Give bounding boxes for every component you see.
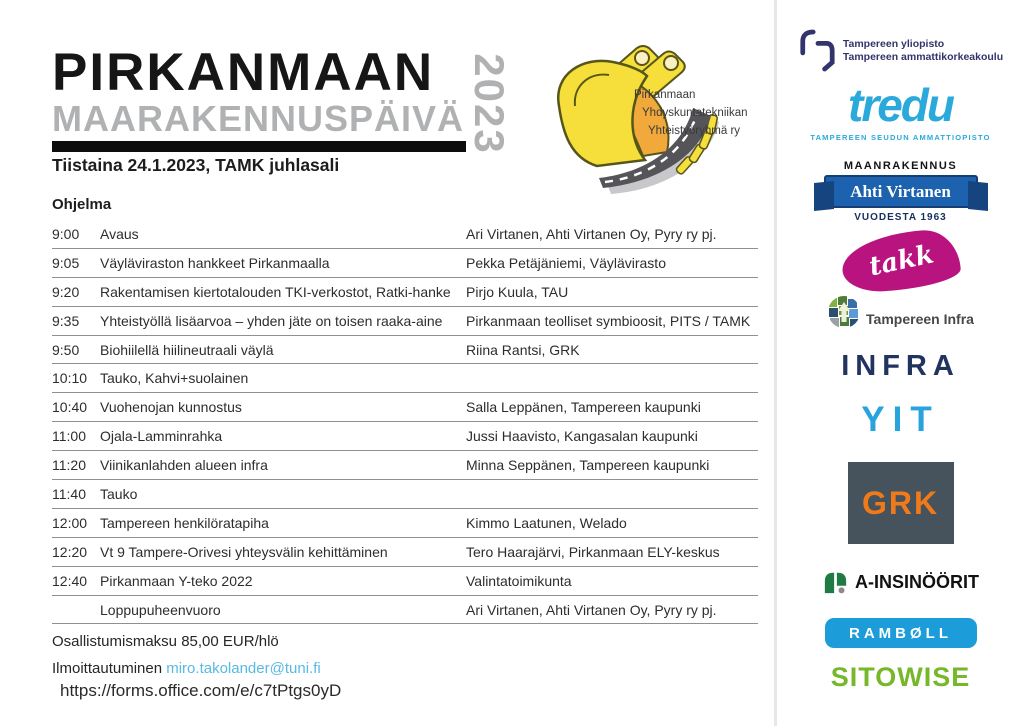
poster-year-vertical: 2023 (466, 53, 513, 155)
program-row (52, 422, 758, 451)
program-row (52, 364, 758, 393)
program-speaker: Tero Haarajärvi, Pirkanmaan ELY-keskus (466, 543, 720, 560)
program-speaker: Kimmo Laatunen, Welado (466, 514, 627, 531)
program-time: 12:40 (52, 572, 88, 589)
tampere-university-text (843, 38, 1003, 64)
program-time: 11:20 (52, 457, 86, 474)
tredu-wordmark: tredu (848, 79, 953, 131)
a-insinoorit-logo-icon (822, 570, 849, 595)
tuni-line2: Tampereen ammattikorkeakoulu (842, 51, 1004, 63)
participation-fee: Osallistumismaksu 85,00 EUR/hlö (52, 633, 279, 650)
program-topic: Vt 9 Tampere-Orivesi yhteysvälin kehittäminen (100, 543, 388, 560)
program-row (52, 220, 758, 249)
program-topic: Rakentamisen kiertotalouden TKI-verkostot, Ratki-hanke (100, 283, 451, 300)
sponsor-takk (777, 232, 1024, 290)
program-topic: Ojala-Lamminrahka (100, 428, 223, 445)
program-topic: Viinikanlahden alueen infra (100, 457, 268, 474)
program-row (52, 596, 758, 625)
program-time: 10:10 (52, 370, 88, 387)
program-speaker: Ari Virtanen, Ahti Virtanen Oy, Pyry ry pj. (466, 225, 717, 242)
ramboll-wordmark: RAMBØLL (849, 624, 952, 642)
program-time: 9:00 (52, 225, 80, 242)
sponsor-a-insinoorit (777, 570, 1024, 595)
program-speaker: Salla Leppänen, Tampereen kaupunki (466, 399, 701, 416)
program-speaker: Pekka Petäjäniemi, Väylävirasto (466, 254, 666, 271)
program-time: 9:20 (52, 283, 80, 300)
sponsor-ramboll (777, 618, 1024, 648)
program-speaker: Pirjo Kuula, TAU (466, 283, 569, 300)
program-row (52, 480, 758, 509)
program-time: 11:00 (52, 428, 86, 445)
program-speaker: Pirkanmaan teolliset symbioosit, PITS / TAMK (466, 312, 751, 329)
sponsor-infra (777, 350, 1024, 383)
program-row (52, 451, 758, 480)
tampere-university-logo-icon (798, 28, 836, 74)
program-row (52, 509, 758, 538)
program-time: 11:40 (52, 485, 86, 502)
program-table (52, 220, 758, 624)
program-row (52, 336, 758, 365)
sponsor-sitowise (777, 662, 1024, 693)
program-time: 9:35 (52, 312, 80, 329)
title-underline-bar (52, 141, 466, 152)
program-topic: Vuohenojan kunnostus (100, 399, 242, 416)
program-speaker: Riina Rantsi, GRK (466, 341, 580, 358)
program-topic: Pirkanmaan Y-teko 2022 (100, 572, 253, 589)
program-topic: Tauko, Kahvi+suolainen (100, 370, 249, 387)
program-time: 12:00 (52, 514, 88, 531)
program-topic: Tampereen henkilöratapiha (100, 514, 269, 531)
ahti-bottom-text: VUODESTA 1963 (854, 212, 947, 223)
org-name (634, 86, 747, 140)
tredu-tagline: TAMPEREEN SEUDUN AMMATTIOPISTO (810, 133, 991, 142)
a-insinoorit-wordmark: A-INSINÖÖRIT (855, 572, 979, 592)
org-name-line: Yhdyskuntatekniikan (642, 107, 748, 119)
registration-line (52, 660, 321, 677)
ramboll-pill (825, 618, 977, 648)
takk-blob-icon (840, 228, 962, 294)
program-topic: Biohiilellä hiilineutraali väylä (100, 341, 274, 358)
infra-wordmark: INFRA (841, 350, 960, 382)
registration-email-link[interactable]: miro.takolander@tuni.fi (166, 660, 321, 677)
registration-form-url[interactable]: https://forms.office.com/e/c7tPtgs0yD (60, 681, 342, 700)
org-name-line: Yhteistyöryhmä ry (648, 125, 741, 137)
takk-wordmark: takk (865, 239, 936, 283)
grk-wordmark: GRK (861, 484, 940, 521)
registration-label: Ilmoittautuminen (52, 660, 167, 677)
program-time: 9:05 (52, 254, 80, 271)
program-topic: Tauko (100, 485, 138, 502)
program-time: 10:40 (52, 399, 88, 416)
tampereen-infra-label: Tampereen Infra (866, 311, 974, 327)
sponsor-sidebar (777, 0, 1024, 726)
program-heading: Ohjelma (52, 196, 112, 213)
event-date-venue: Tiistaina 24.1.2023, TAMK juhlasali (52, 155, 340, 175)
ahti-top-text: MAANRAKENNUS (843, 160, 958, 172)
poster-title-line1: PIRKANMAAN (52, 43, 435, 102)
program-row (52, 567, 758, 596)
sponsor-grk (777, 462, 1024, 544)
program-time: 9:50 (52, 341, 80, 358)
program-row (52, 278, 758, 307)
yit-wordmark: YIT (861, 400, 940, 439)
sitowise-wordmark: SITOWISE (830, 662, 971, 692)
sponsor-ahti-virtanen (777, 160, 1024, 223)
poster-title-line2: MAARAKENNUSPÄIVÄ (52, 98, 465, 139)
program-speaker: Ari Virtanen, Ahti Virtanen Oy, Pyry ry pj. (466, 601, 717, 618)
program-topic: Avaus (100, 225, 139, 242)
sponsor-tampereen-infra (777, 295, 1024, 329)
program-topic: Yhteistyöllä lisäarvoa – yhden jäte on toisen raaka-aine (100, 312, 443, 329)
tuni-line1: Tampereen yliopisto (842, 38, 945, 50)
program-row (52, 249, 758, 278)
grk-box (848, 462, 954, 544)
program-time: 12:20 (52, 543, 88, 560)
program-speaker: Minna Seppänen, Tampereen kaupunki (466, 457, 710, 474)
program-row (52, 538, 758, 567)
program-row (52, 307, 758, 336)
program-topic: Väyläviraston hankkeet Pirkanmaalla (100, 254, 330, 271)
program-speaker: Valintatoimikunta (466, 572, 572, 589)
sponsor-yit (777, 400, 1024, 440)
sponsor-tredu (777, 79, 1024, 142)
program-topic: Loppupuheenvuoro (100, 601, 221, 618)
org-name-line: Pirkanmaan (634, 89, 696, 101)
program-speaker: Jussi Haavisto, Kangasalan kaupunki (466, 428, 698, 445)
sponsor-tampere-university (777, 28, 1024, 74)
tampereen-infra-mosaic-icon (827, 295, 861, 329)
program-row (52, 393, 758, 422)
ahti-ribbon-banner: Ahti Virtanen (824, 175, 978, 208)
